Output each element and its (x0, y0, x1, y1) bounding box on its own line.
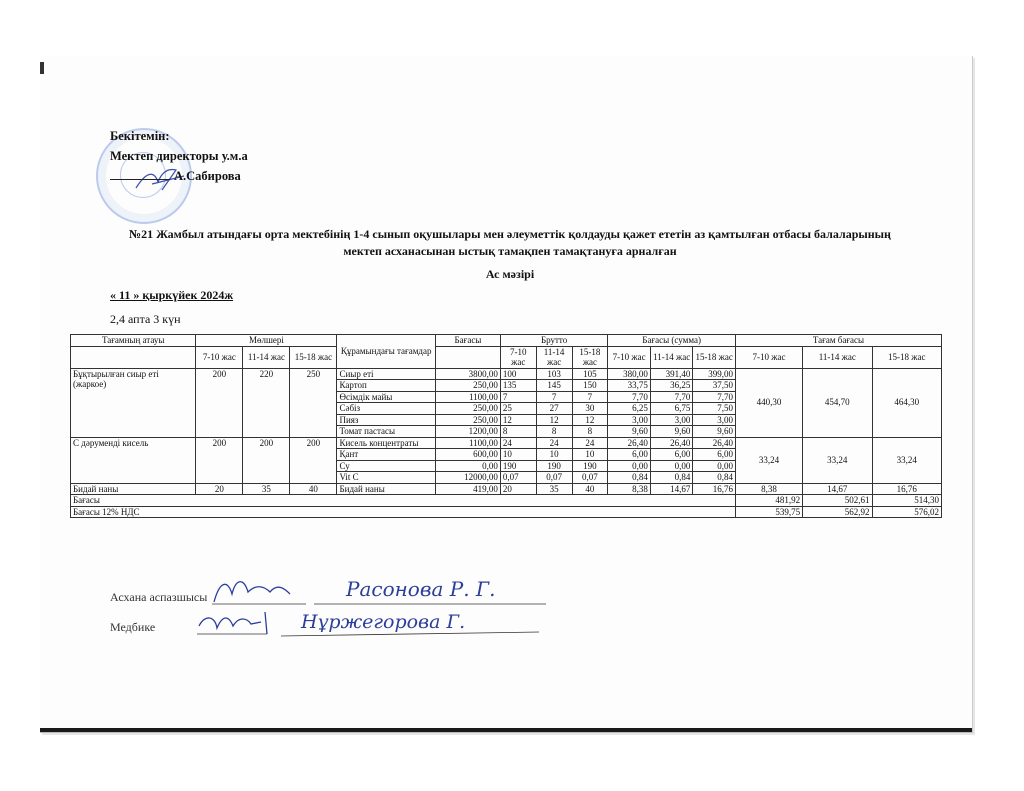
dish-price: 440,30 (735, 368, 802, 437)
scan-edge (40, 728, 972, 732)
sum-value: 399,00 (693, 368, 736, 380)
gross-value: 150 (572, 380, 608, 392)
ingredient-price: 1100,00 (435, 391, 500, 403)
sum-value: 0,84 (608, 472, 651, 484)
gross-value: 27 (536, 403, 572, 415)
sum-value: 0,84 (693, 472, 736, 484)
gross-value: 30 (572, 403, 608, 415)
gross-value: 8 (572, 426, 608, 438)
sum-value: 9,60 (693, 426, 736, 438)
sum-value: 7,70 (693, 391, 736, 403)
header-dp-age1: 7-10 жас (735, 346, 802, 368)
sum-value: 391,40 (650, 368, 693, 380)
gross-value: 7 (572, 391, 608, 403)
ingredient-price: 1100,00 (435, 437, 500, 449)
dish-amount: 220 (243, 368, 290, 437)
gross-value: 24 (572, 437, 608, 449)
title-line2: мектеп асханасынан ыстық тамақпен тамақтануға арналған (343, 244, 677, 258)
sum-value: 0,00 (608, 460, 651, 472)
ingredient-name: Томат пастасы (337, 426, 436, 438)
ingredient-name: Су (337, 460, 436, 472)
total-row (71, 506, 942, 518)
gross-value: 8 (536, 426, 572, 438)
sum-value: 0,00 (650, 460, 693, 472)
gross-value: 135 (500, 380, 536, 392)
table-row (71, 368, 942, 380)
ingredient-price: 250,00 (435, 380, 500, 392)
ingredient-name: Бидай наны (337, 483, 436, 495)
gross-value: 103 (536, 368, 572, 380)
sum-value: 3,00 (650, 414, 693, 426)
total-value: 514,30 (872, 495, 942, 507)
sum-value: 7,50 (693, 403, 736, 415)
sum-value: 0,00 (693, 460, 736, 472)
menu-date: « 11 » қыркүйек 2024ж (110, 288, 234, 302)
header-ingredients: Құрамындағы тағамдар (337, 335, 436, 369)
ingredient-name: Пияз (337, 414, 436, 426)
dish-amount: 200 (290, 437, 337, 483)
gross-value: 20 (500, 483, 536, 495)
gross-value: 145 (536, 380, 572, 392)
ingredient-price: 250,00 (435, 403, 500, 415)
dish-price: 454,70 (803, 368, 872, 437)
ingredient-price: 12000,00 (435, 472, 500, 484)
nurse-signature (195, 604, 555, 640)
gross-value: 25 (500, 403, 536, 415)
header-dp-age2: 11-14 жас (803, 346, 872, 368)
gross-value: 10 (572, 449, 608, 461)
header-dish: Тағамның атауы (71, 335, 196, 347)
menu-heading: Ас мәзірі (485, 267, 535, 281)
gross-value: 190 (572, 460, 608, 472)
approval-line2: Мектеп директоры у.м.а (110, 149, 248, 163)
dish-amount: 250 (290, 368, 337, 437)
gross-value: 105 (572, 368, 608, 380)
gross-value: 24 (500, 437, 536, 449)
dish-amount: 200 (196, 437, 243, 483)
dish-amount: 200 (243, 437, 290, 483)
ingredient-price: 419,00 (435, 483, 500, 495)
gross-value: 8 (500, 426, 536, 438)
header-amount: Мөлшері (196, 335, 337, 347)
sum-value: 6,75 (650, 403, 693, 415)
title-line1: №21 Жамбыл атындағы орта мектебінің 1-4 сынып оқушылары мен әлеуметтік қолдауды қажет ететін аз қамтылған отбасы балаларының (129, 227, 891, 241)
header-gross-age3: 15-18 жас (572, 346, 608, 368)
sum-value: 6,00 (693, 449, 736, 461)
gross-value: 10 (536, 449, 572, 461)
approval-line3: А.Сабирова (174, 169, 241, 183)
header-dp-age3: 15-18 жас (872, 346, 942, 368)
header-sum-age3: 15-18 жас (693, 346, 736, 368)
ingredient-name: Өсімдік майы (337, 391, 436, 403)
table-row (71, 437, 942, 449)
sum-value: 37,50 (693, 380, 736, 392)
dish-price: 464,30 (872, 368, 942, 437)
gross-value: 12 (500, 414, 536, 426)
staff-block (110, 582, 207, 642)
sum-value: 36,25 (650, 380, 693, 392)
ingredient-price: 600,00 (435, 449, 500, 461)
dish-name: Бұқтырылған сиыр еті (жаркое) (71, 368, 196, 437)
document-title (110, 226, 910, 260)
sum-value: 16,76 (693, 483, 736, 495)
dish-amount: 35 (243, 483, 290, 495)
gross-value: 10 (500, 449, 536, 461)
sum-value: 26,40 (650, 437, 693, 449)
gross-value: 190 (536, 460, 572, 472)
approval-block (110, 126, 248, 186)
cook-label: Асхана аспазшысы (110, 590, 208, 604)
ingredient-price: 1200,00 (435, 426, 500, 438)
table-row (71, 483, 942, 495)
header-age1: 7-10 жас (196, 346, 243, 368)
menu-week: 2,4 апта 3 күн (110, 312, 181, 326)
header-gross-age1: 7-10 жас (500, 346, 536, 368)
sum-value: 3,00 (608, 414, 651, 426)
total-row (71, 495, 942, 507)
total-label: Бағасы 12% НДС (71, 506, 736, 518)
dish-price: 33,24 (803, 437, 872, 483)
ingredient-name: Vit C (337, 472, 436, 484)
sum-value: 7,70 (650, 391, 693, 403)
ingredient-name: Қант (337, 449, 436, 461)
dish-name: С дәруменді кисель (71, 437, 196, 483)
sum-value: 380,00 (608, 368, 651, 380)
gross-value: 190 (500, 460, 536, 472)
ingredient-price: 3800,00 (435, 368, 500, 380)
sum-value: 8,38 (608, 483, 651, 495)
sum-value: 6,00 (608, 449, 651, 461)
header-price: Бағасы (435, 335, 500, 347)
dish-amount: 200 (196, 368, 243, 437)
total-value: 481,92 (735, 495, 802, 507)
header-gross-age2: 11-14 жас (536, 346, 572, 368)
dish-amount: 40 (290, 483, 337, 495)
total-label: Бағасы (71, 495, 736, 507)
nurse-name: Нұржегорова Г. (301, 611, 466, 633)
header-age2: 11-14 жас (243, 346, 290, 368)
gross-value: 0,07 (536, 472, 572, 484)
nurse-label: Медбике (110, 620, 156, 634)
ingredient-name: Картоп (337, 380, 436, 392)
dish-name: Бидай наны (71, 483, 196, 495)
sum-value: 3,00 (693, 414, 736, 426)
ingredient-name: Сиыр еті (337, 368, 436, 380)
sum-value: 26,40 (693, 437, 736, 449)
sum-value: 26,40 (608, 437, 651, 449)
header-sum: Бағасы (сумма) (608, 335, 736, 347)
header-age3: 15-18 жас (290, 346, 337, 368)
sum-value: 0,84 (650, 472, 693, 484)
sum-value: 6,25 (608, 403, 651, 415)
ingredient-price: 0,00 (435, 460, 500, 472)
approval-line1: Бекітемін: (110, 129, 170, 143)
sum-value: 14,67 (650, 483, 693, 495)
dish-amount: 20 (196, 483, 243, 495)
dish-price: 33,24 (735, 437, 802, 483)
gross-value: 100 (500, 368, 536, 380)
header-gross: Брутто (500, 335, 607, 347)
sum-value: 9,60 (608, 426, 651, 438)
ingredient-name: Сәбіз (337, 403, 436, 415)
header-sum-age1: 7-10 жас (608, 346, 651, 368)
gross-value: 40 (572, 483, 608, 495)
gross-value: 35 (536, 483, 572, 495)
dish-price: 14,67 (803, 483, 872, 495)
header-dish-price: Тағам бағасы (735, 335, 941, 347)
gross-value: 24 (536, 437, 572, 449)
dish-price: 8,38 (735, 483, 802, 495)
total-value: 576,02 (872, 506, 942, 518)
total-value: 502,61 (803, 495, 872, 507)
menu-table (70, 334, 942, 518)
gross-value: 0,07 (572, 472, 608, 484)
gross-value: 7 (500, 391, 536, 403)
total-value: 562,92 (803, 506, 872, 518)
sum-value: 9,60 (650, 426, 693, 438)
sum-value: 6,00 (650, 449, 693, 461)
gross-value: 7 (536, 391, 572, 403)
ingredient-name: Кисель концентраты (337, 437, 436, 449)
cook-name: Расонова Р. Г. (346, 577, 496, 601)
gross-value: 12 (536, 414, 572, 426)
gross-value: 0,07 (500, 472, 536, 484)
total-value: 539,75 (735, 506, 802, 518)
scan-mark (40, 62, 44, 74)
sum-value: 7,70 (608, 391, 651, 403)
gross-value: 12 (572, 414, 608, 426)
ingredient-price: 250,00 (435, 414, 500, 426)
dish-price: 16,76 (872, 483, 942, 495)
sum-value: 33,75 (608, 380, 651, 392)
header-sum-age2: 11-14 жас (650, 346, 693, 368)
dish-price: 33,24 (872, 437, 942, 483)
